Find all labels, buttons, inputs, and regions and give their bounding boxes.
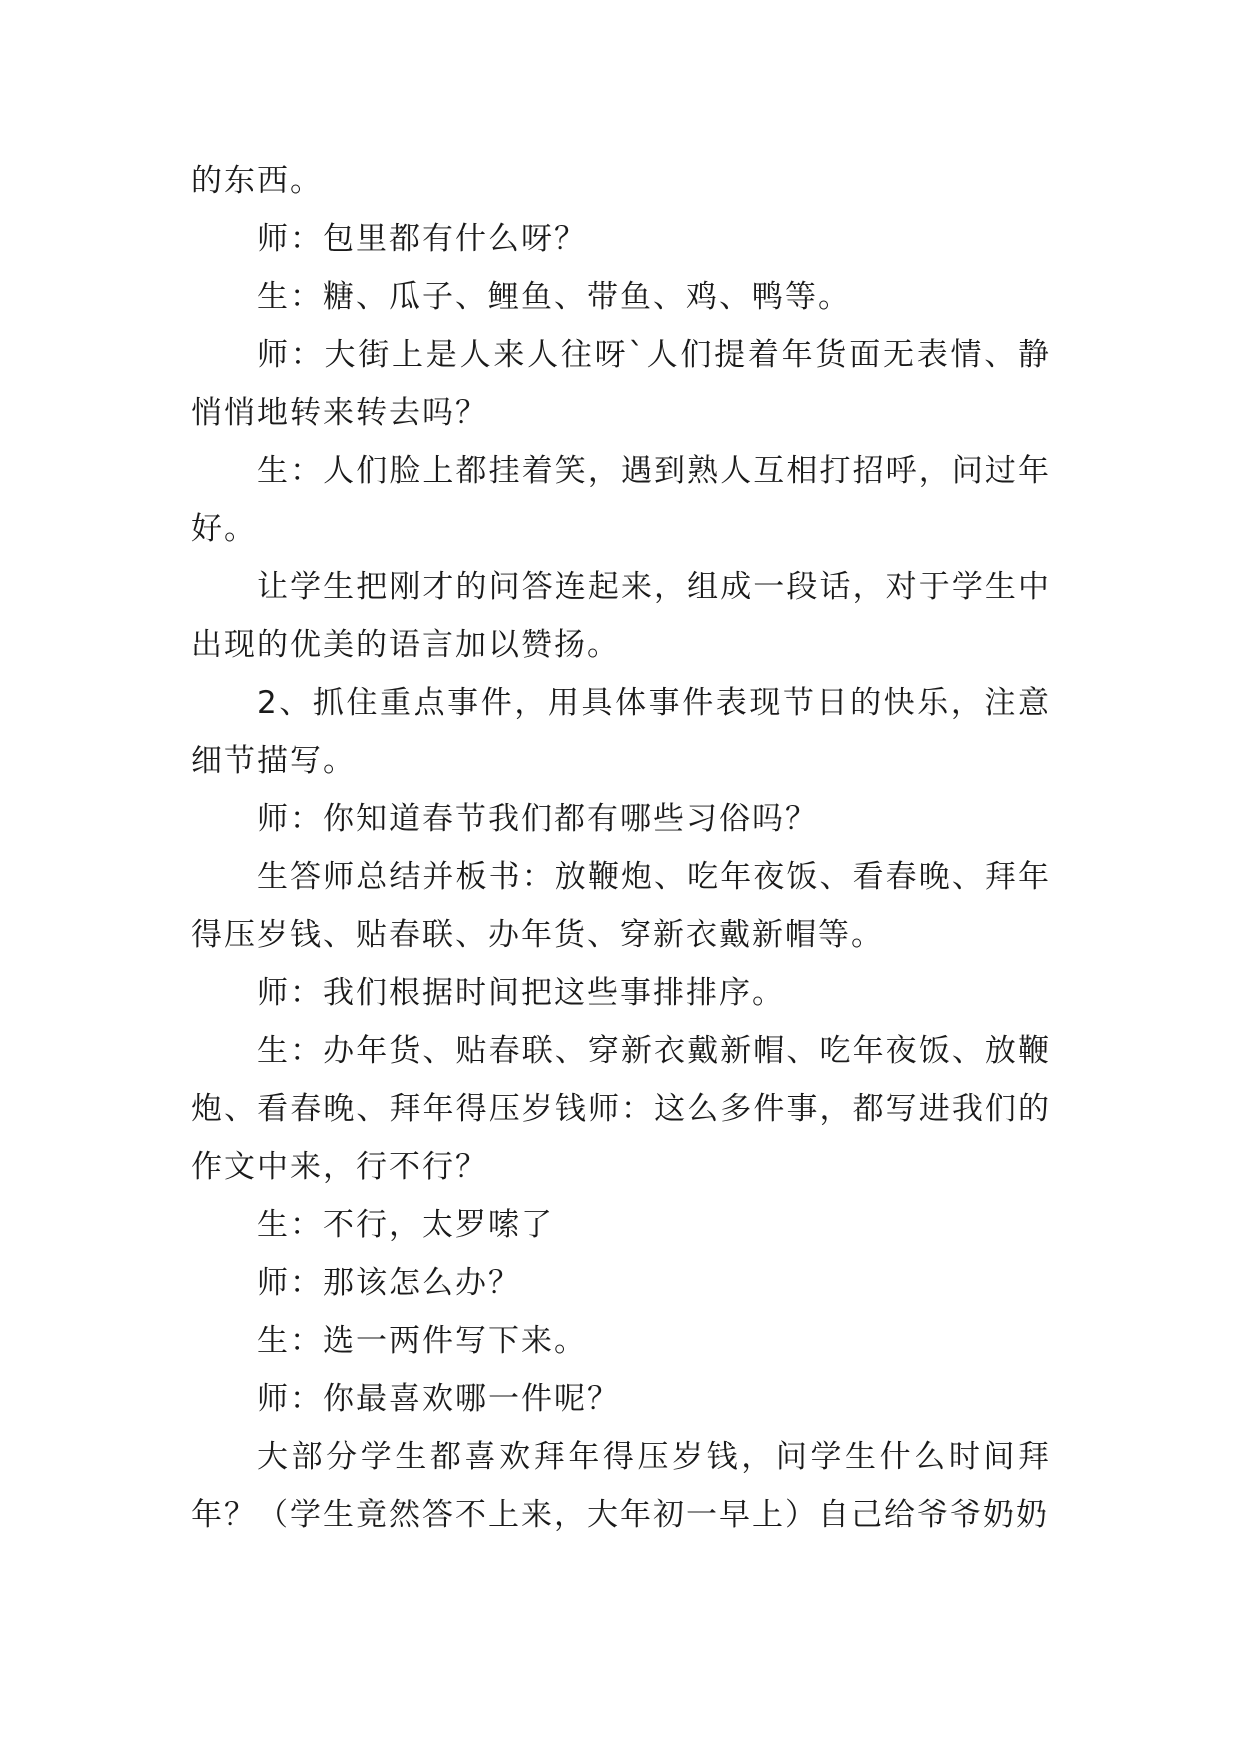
paragraph-3: 生：糖、瓜子、鲤鱼、带鱼、鸡、鸭等。 xyxy=(257,279,851,315)
paragraph-15: 师：你最喜欢哪一件呢？ xyxy=(257,1381,620,1417)
paragraph-5: 生：人们脸上都挂着笑，遇到熟人互相打招呼，问过年好。 xyxy=(191,453,1051,547)
document-body xyxy=(191,152,1051,1544)
paragraph-8: 师：你知道春节我们都有哪些习俗吗？ xyxy=(257,801,818,837)
paragraph-16: 大部分学生都喜欢拜年得压岁钱，问学生什么时间拜年？（学生竟然答不上来，大年初一早上）自己给爷爷奶奶 xyxy=(191,1439,1051,1533)
paragraph-14: 生：选一两件写下来。 xyxy=(257,1323,587,1359)
paragraph-10: 师：我们根据时间把这些事排排序。 xyxy=(257,975,785,1011)
paragraph-9: 生答师总结并板书：放鞭炮、吃年夜饭、看春晚、拜年得压岁钱、贴春联、办年货、穿新衣戴新帽等。 xyxy=(191,859,1051,953)
paragraph-11: 生：办年货、贴春联、穿新衣戴新帽、吃年夜饭、放鞭炮、看春晚、拜年得压岁钱师：这么多件事，都写进我们的作文中来，行不行？ xyxy=(191,1033,1051,1185)
paragraph-4: 师：大街上是人来人往呀`人们提着年货面无表情、静悄悄地转来转去吗？ xyxy=(191,337,1051,431)
paragraph-12: 生：不行，太罗嗦了 xyxy=(257,1207,554,1243)
paragraph-13: 师：那该怎么办？ xyxy=(257,1265,521,1301)
paragraph-1: 的东西。 xyxy=(191,163,323,199)
paragraph-6: 让学生把刚才的问答连起来，组成一段话，对于学生中出现的优美的语言加以赞扬。 xyxy=(191,569,1051,663)
paragraph-2: 师：包里都有什么呀？ xyxy=(257,221,587,257)
paragraph-7: 2、抓住重点事件，用具体事件表现节日的快乐，注意细节描写。 xyxy=(191,685,1051,779)
